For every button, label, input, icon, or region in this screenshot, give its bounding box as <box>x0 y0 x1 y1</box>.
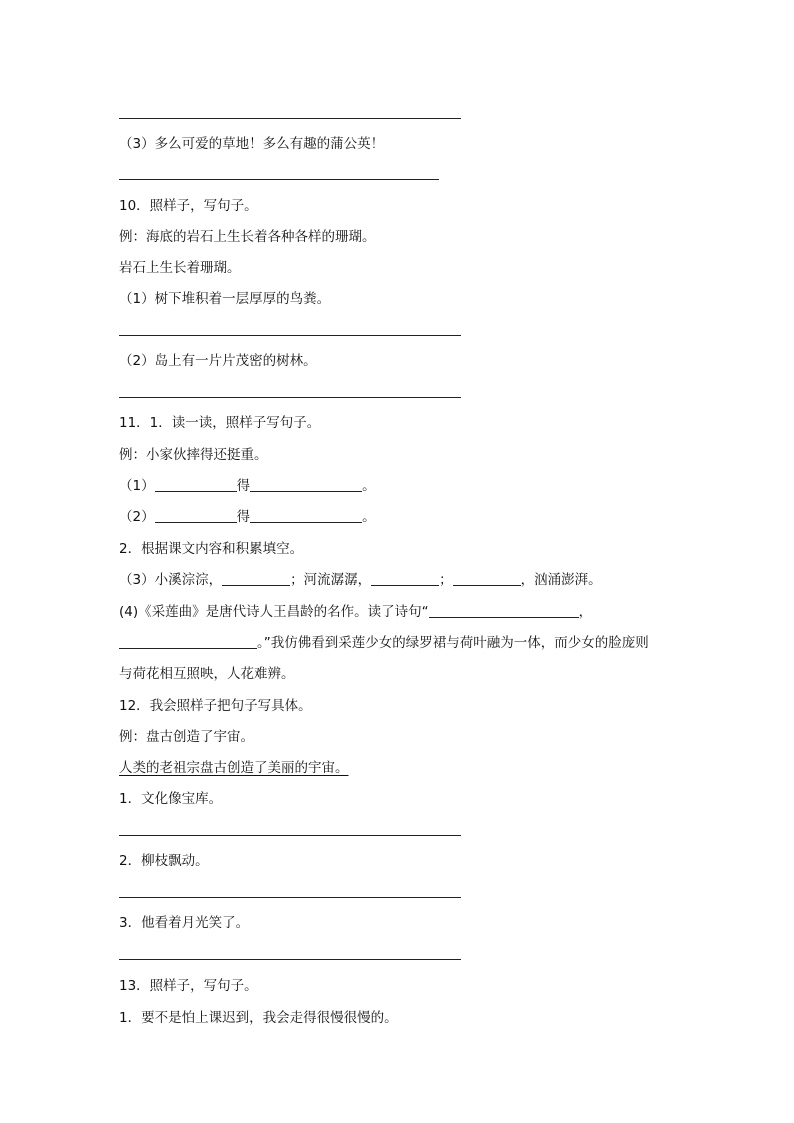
item-number: （1） <box>119 478 155 494</box>
fill-blank[interactable] <box>222 571 290 586</box>
question-12-2: 2．柳枝飘动。 <box>119 853 209 869</box>
answer-line[interactable] <box>119 897 461 898</box>
text: ；河流潺潺， <box>290 572 372 588</box>
text: ； <box>439 572 453 588</box>
question-11-4-line3: 与荷花相互照映，人花难辨。 <box>119 666 295 682</box>
question-11-example: 例：小家伙摔得还挺重。 <box>119 447 268 463</box>
answer-line[interactable] <box>119 959 461 960</box>
text: 。”我仿佛看到采莲少女的绿罗裙与荷叶融为一体，而少女的脸庞则 <box>257 635 649 651</box>
fill-blank[interactable] <box>250 508 362 523</box>
period: 。 <box>362 509 376 525</box>
question-10-title: 10．照样子，写句子。 <box>119 198 258 214</box>
fill-blank[interactable] <box>429 603 579 618</box>
de-char: 得 <box>236 478 251 494</box>
text: ， <box>578 604 593 620</box>
answer-line[interactable] <box>119 835 461 836</box>
question-12-example-answer: 人类的老祖宗盘古创造了美丽的宇宙。 <box>119 760 349 776</box>
answer-line[interactable] <box>119 335 461 336</box>
answer-line[interactable] <box>119 179 439 180</box>
fill-blank[interactable] <box>155 508 237 523</box>
de-char: 得 <box>236 509 251 525</box>
fill-blank[interactable] <box>453 571 521 586</box>
question-11-4 <box>119 603 592 621</box>
fill-blank[interactable] <box>371 571 439 586</box>
question-10-base-sentence: 岩石上生长着珊瑚。 <box>119 260 241 276</box>
question-12-1: 1．文化像宝库。 <box>119 791 223 807</box>
fill-blank[interactable] <box>250 477 362 492</box>
question-13-1: 1．要不是怕上课迟到，我会走得很慢很慢的。 <box>119 1010 398 1026</box>
text: ，汹涌澎湃。 <box>520 572 602 588</box>
answer-line[interactable] <box>119 118 461 119</box>
question-11-1 <box>119 477 376 495</box>
question-10-example: 例：海底的岩石上生长着各种各样的珊瑚。 <box>119 229 376 245</box>
question-11-2 <box>119 508 376 526</box>
fill-blank[interactable] <box>155 477 237 492</box>
question-11-2-title: 2．根据课文内容和积累填空。 <box>119 541 304 557</box>
question-11-4-cont <box>119 634 649 652</box>
answer-line[interactable] <box>119 397 461 398</box>
question-9-3: （3）多么可爱的草地！多么有趣的蒲公英！ <box>119 136 385 152</box>
question-12-example: 例：盘古创造了宇宙。 <box>119 729 254 745</box>
text: （3）小溪淙淙， <box>119 572 223 588</box>
question-11-3 <box>119 571 602 589</box>
question-12-3: 3．他看着月光笑了。 <box>119 915 250 931</box>
question-10-1: （1）树下堆积着一层厚厚的鸟粪。 <box>119 291 331 307</box>
question-10-2: （2）岛上有一片片茂密的树林。 <box>119 353 317 369</box>
text: (4)《采莲曲》是唐代诗人王昌龄的名作。读了诗句“ <box>119 604 429 620</box>
period: 。 <box>362 478 376 494</box>
question-13-title: 13．照样子，写句子。 <box>119 978 258 994</box>
item-number: （2） <box>119 509 155 525</box>
question-12-title: 12．我会照样子把句子写具体。 <box>119 698 312 714</box>
fill-blank[interactable] <box>119 634 257 649</box>
question-11-title: 11．1．读一读，照样子写句子。 <box>119 415 321 431</box>
